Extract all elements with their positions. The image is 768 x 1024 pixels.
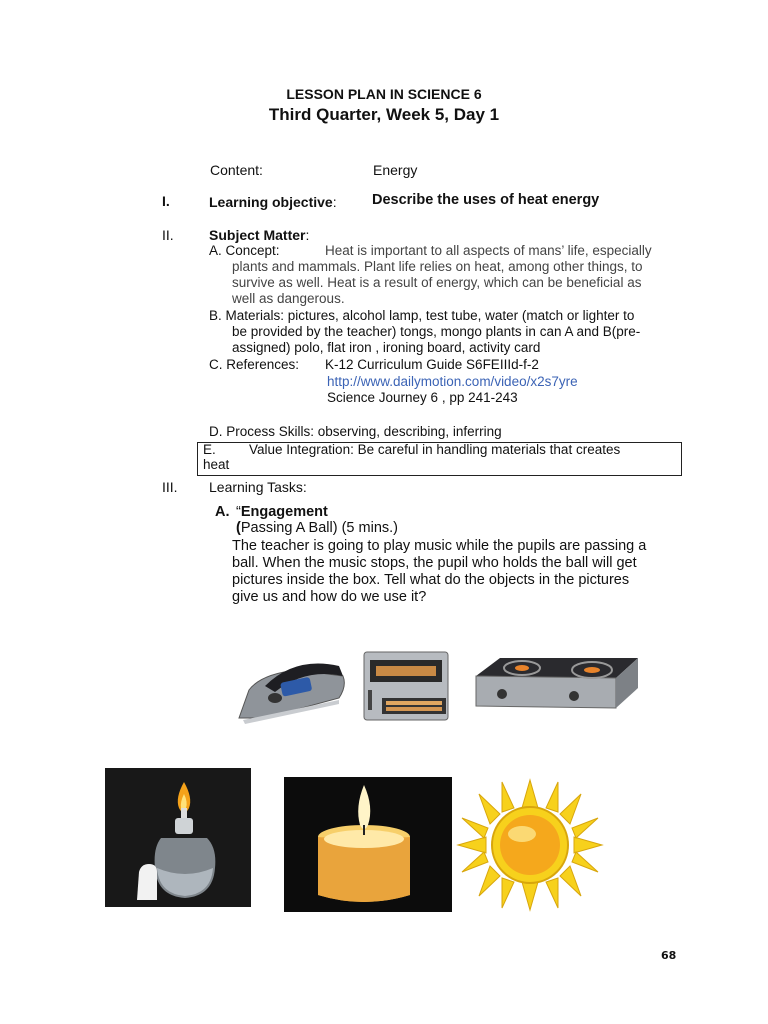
content-value: Energy <box>373 162 418 178</box>
reference-3: Science Journey 6 , pp 241-243 <box>327 390 518 405</box>
alcohol-lamp-picture <box>105 768 251 907</box>
instruction-line-4: give us and how do we use it? <box>232 589 427 605</box>
toaster-picture <box>360 646 454 726</box>
activity-name: Passing A Ball) (5 mins.) <box>240 520 398 536</box>
subject-matter-label-wrap <box>209 227 309 243</box>
flat-iron-picture <box>235 646 351 726</box>
gas-stove-picture <box>470 646 642 716</box>
engagement-quote: “ <box>236 504 241 520</box>
subject-matter-label: Subject Matter <box>209 227 306 243</box>
sun-picture <box>456 778 604 912</box>
learning-tasks-label: Learning Tasks: <box>209 479 307 495</box>
concept-line-4: well as dangerous. <box>232 291 345 306</box>
engagement-title: Engagement <box>240 504 328 520</box>
value-integration-wrap: heat <box>203 457 230 472</box>
concept-label: A. Concept: <box>209 243 280 258</box>
reference-1: K-12 Curriculum Guide S6FEIIId-f-2 <box>325 357 539 372</box>
objective-colon: : <box>332 194 337 210</box>
section-number-3: III. <box>162 479 178 495</box>
value-integration-letter: E. <box>203 442 216 457</box>
concept-line-1: Heat is important to all aspects of mans’ life, especially <box>325 243 652 258</box>
instruction-line-1: The teacher is going to play music while the pupils are passing a <box>232 538 647 554</box>
objective-label: Learning objective <box>209 194 333 210</box>
concept-line-3: survive as well. Heat is a result of energy, which can be beneficial as <box>232 275 642 290</box>
process-skills: D. Process Skills: observing, describing, inferring <box>209 424 502 439</box>
references-label: C. References: <box>209 357 300 372</box>
activity-line <box>236 520 398 537</box>
engagement-heading <box>236 504 328 520</box>
section-number-1: I. <box>162 193 170 209</box>
reference-link[interactable]: http://www.dailymotion.com/video/x2s7yre <box>327 374 578 389</box>
value-integration-text: Value Integration: Be careful in handling materials that creates <box>249 442 621 457</box>
candle-picture <box>284 777 452 912</box>
activity-open-paren: ( <box>236 520 241 536</box>
materials-line-2: be provided by the teacher) tongs, mongo plants in can A and B(pre- <box>232 324 641 339</box>
engagement-letter: A. <box>215 504 230 520</box>
materials-line-1: B. Materials: pictures, alcohol lamp, test tube, water (match or lighter to <box>209 308 635 323</box>
doc-title: LESSON PLAN IN SCIENCE 6 <box>286 86 482 102</box>
page-number: 68 <box>661 949 677 962</box>
concept-line-2: plants and mammals. Plant life relies on heat, among other things, to <box>232 259 643 274</box>
subject-matter-colon: : <box>305 227 310 243</box>
instruction-line-2: ball. When the music stops, the pupil who holds the ball will get <box>232 555 637 571</box>
content-label: Content: <box>210 162 263 178</box>
doc-subtitle: Third Quarter, Week 5, Day 1 <box>268 105 500 124</box>
instruction-line-3: pictures inside the box. Tell what do the objects in the pictures <box>232 572 630 588</box>
objective-value: Describe the uses of heat energy <box>372 192 600 208</box>
section-number-2: II. <box>162 227 174 243</box>
objective-label-wrap <box>209 194 337 210</box>
materials-line-3: assigned) polo, flat iron , ironing board, activity card <box>232 340 541 355</box>
